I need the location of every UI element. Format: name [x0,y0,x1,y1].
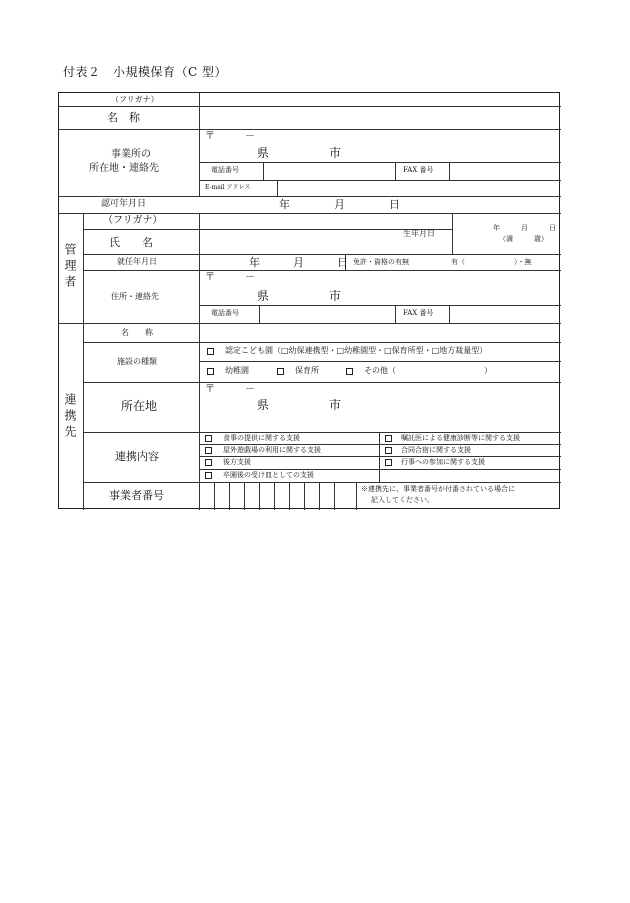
business-number-note-1: ※連携先に、事業者番号が付番されている場合に [361,485,515,493]
manager-fax-label: FAX 番号 [403,309,434,317]
content-item-4: 卒園後の受け皿としての支援 [223,471,314,479]
manager-furigana-label: （フリガナ） [103,215,163,226]
content-checkbox-2[interactable] [205,447,212,454]
content-checkbox-3[interactable] [205,459,212,466]
content-item-6: 合同合宿に関する支援 [401,446,471,454]
partner-pref-city: 県 市 [257,398,342,412]
content-item-3: 後方支援 [223,458,251,466]
partner-section-label: 連携先 [63,393,77,441]
facility-postal: 〒 － [205,131,255,142]
manager-birth-label: 生年月日 [403,229,435,238]
manager-name-label: 氏 名 [109,236,153,249]
partner-postal: 〒 － [205,384,255,395]
appoint-date-label: 就任年月日 [117,257,157,266]
type-other-label: その他（ ） [364,366,492,375]
content-item-1: 食事の提供に関する支援 [223,434,300,442]
approval-date-label: 認可年月日 [101,199,147,209]
manager-postal: 〒 － [205,272,255,283]
appoint-date-value: 年 月 日 [249,256,348,269]
content-item-7: 行事への参加に関する支援 [401,458,485,466]
facility-pref-city: 県 市 [257,146,342,160]
partner-address-label: 所在地 [121,399,158,413]
type-kindergarten-label: 幼稚園 [225,366,249,375]
manager-birth-value: 年 月 日 [493,224,556,232]
manager-pref-city: 県 市 [257,289,342,303]
type-kodomoen-checkbox[interactable] [207,348,214,355]
content-checkbox-5[interactable] [385,435,392,442]
type-line-1: 認定こども園（□幼保連携型・□幼稚園型・□保育所型・□地方裁量型） [225,346,488,355]
business-number-note-2: 記入してください。 [371,496,434,504]
content-checkbox-6[interactable] [385,447,392,454]
license-label: 免許・資格の有無 [353,258,409,266]
facility-name-label: 名 称 [107,111,140,124]
type-kindergarten-checkbox[interactable] [207,368,214,375]
manager-age-value: （満 歳） [499,235,548,243]
facility-phone-label: 電話番号 [211,166,239,174]
facility-address-label-2: 所在地・連絡先 [89,163,159,174]
content-checkbox-1[interactable] [205,435,212,442]
facility-email-label: E-mail アドレス [205,184,251,191]
partner-name-label: 名 称 [121,328,153,337]
content-item-2: 屋外遊戯場の利用に関する支援 [223,446,321,454]
content-checkbox-7[interactable] [385,459,392,466]
manager-address-label: 住所・連絡先 [111,292,159,301]
content-label: 連携内容 [115,450,159,463]
page-title: 付表２ 小規模保育（C 型） [63,65,227,79]
facility-address-label-1: 事業所の [111,149,151,160]
approval-date-value: 年 月 日 [279,198,400,211]
facility-furigana-label: （フリガナ） [111,95,159,104]
license-value: 有（ ）・無 [451,258,532,266]
application-form [58,92,560,509]
facility-fax-label: FAX 番号 [403,166,434,174]
manager-section-label: 管理者 [63,243,77,291]
type-nursery-checkbox[interactable] [277,368,284,375]
content-item-5: 嘱託医による健康診断等に関する支援 [401,434,520,442]
content-checkbox-4[interactable] [205,472,212,479]
facility-type-label: 施設の種類 [117,357,157,366]
type-nursery-label: 保育所 [295,366,319,375]
manager-phone-label: 電話番号 [211,309,239,317]
business-number-label: 事業者番号 [109,489,164,502]
type-other-checkbox[interactable] [346,368,353,375]
